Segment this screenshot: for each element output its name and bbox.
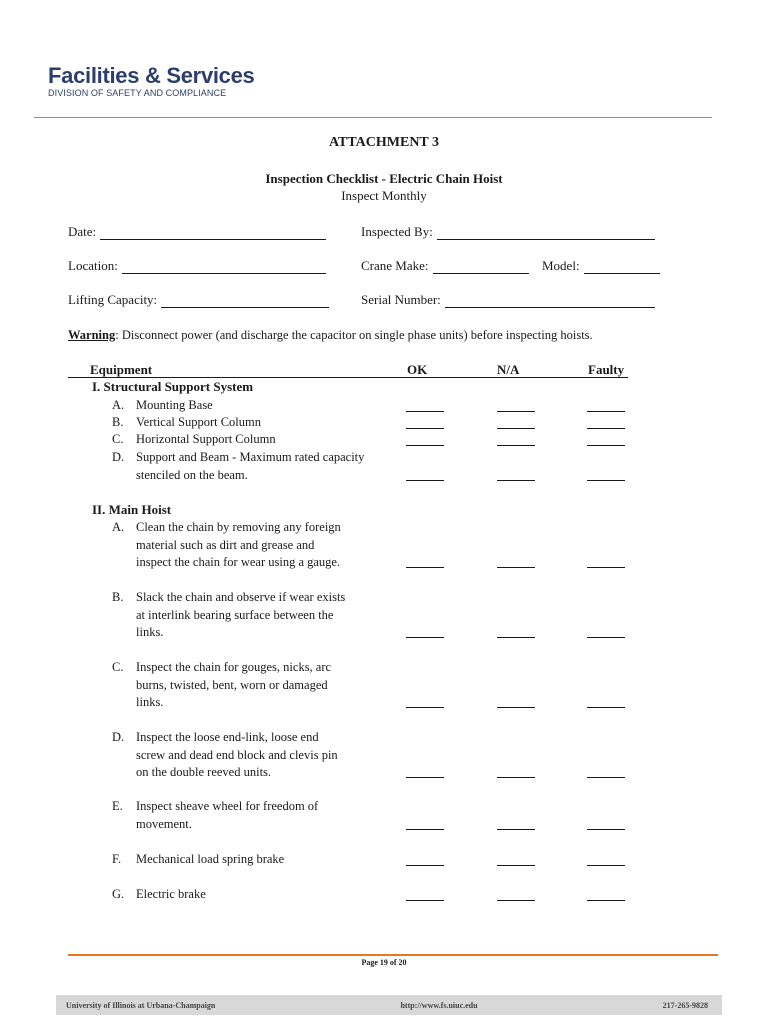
faulty-checkbox[interactable] <box>587 637 625 638</box>
footer-phone: 217-265-9828 <box>662 1000 708 1010</box>
na-checkbox[interactable] <box>497 829 535 830</box>
item-letter: D. <box>112 450 125 464</box>
item-letter: B. <box>112 415 124 429</box>
model-label: Model: <box>542 258 580 273</box>
na-checkbox[interactable] <box>497 567 535 568</box>
column-equipment: Equipment <box>90 362 153 377</box>
serial-number-blank[interactable] <box>445 296 655 308</box>
document-title: Inspection Checklist - Electric Chain Hoist <box>265 171 503 186</box>
item-text: Mechanical load spring brake <box>136 852 285 866</box>
item-text: Inspect sheave wheel for freedom of movement. <box>136 799 319 831</box>
item-text: Support and Beam - Maximum rated capacity stenciled on the beam. <box>136 450 365 482</box>
page-number: Page 19 of 20 <box>361 958 407 967</box>
footer-university: University of Illinois at Urbana-Champaign <box>66 1000 216 1010</box>
ok-checkbox[interactable] <box>406 865 444 866</box>
inspection-frequency: Inspect Monthly <box>341 188 427 203</box>
item-letter: C. <box>112 432 124 446</box>
org-division: DIVISION OF SAFETY AND COMPLIANCE <box>48 88 227 98</box>
header-underline <box>68 377 628 378</box>
item-text: Mounting Base <box>136 398 213 412</box>
location-blank[interactable] <box>122 262 326 274</box>
item-text: Inspect the loose end-link, loose end screw and dead end block and clevis pin on the double reeved units. <box>136 730 338 779</box>
item-letter: D. <box>112 730 125 744</box>
item-text: Horizontal Support Column <box>136 432 276 446</box>
ok-checkbox[interactable] <box>406 567 444 568</box>
faulty-checkbox[interactable] <box>587 900 625 901</box>
crane-make-label: Crane Make: <box>361 258 429 273</box>
warning-text: : Disconnect power (and discharge the capacitor on single phase units) before inspecting hoists. <box>115 328 593 342</box>
crane-make-blank[interactable] <box>433 262 529 274</box>
inspected-by-label: Inspected By: <box>361 224 433 239</box>
faulty-checkbox[interactable] <box>587 707 625 708</box>
ok-checkbox[interactable] <box>406 707 444 708</box>
na-checkbox[interactable] <box>497 445 535 446</box>
footer-divider <box>68 954 718 956</box>
column-na: N/A <box>497 362 520 377</box>
item-letter: C. <box>112 660 124 674</box>
faulty-checkbox[interactable] <box>587 411 625 412</box>
ok-checkbox[interactable] <box>406 428 444 429</box>
lifting-capacity-label: Lifting Capacity: <box>68 292 158 307</box>
attachment-heading: ATTACHMENT 3 <box>328 135 440 150</box>
ok-checkbox[interactable] <box>406 411 444 412</box>
faulty-checkbox[interactable] <box>587 865 625 866</box>
item-text: Slack the chain and observe if wear exists at interlink bearing surface between the links. <box>136 590 346 639</box>
na-checkbox[interactable] <box>497 777 535 778</box>
item-text: Electric brake <box>136 887 206 901</box>
serial-number-field[interactable] <box>361 292 655 308</box>
date-label: Date: <box>68 224 97 239</box>
column-ok: OK <box>407 362 428 377</box>
footer-website-link[interactable]: http://www.fs.uiuc.edu <box>400 1000 478 1010</box>
faulty-checkbox[interactable] <box>587 829 625 830</box>
lifting-capacity-field[interactable] <box>68 292 329 308</box>
header-divider <box>34 117 712 118</box>
item-letter: F. <box>112 852 122 866</box>
na-checkbox[interactable] <box>497 428 535 429</box>
crane-make-field[interactable] <box>361 258 529 274</box>
lifting-capacity-blank[interactable] <box>161 296 329 308</box>
model-field[interactable] <box>542 258 660 274</box>
inspected-by-blank[interactable] <box>437 228 655 240</box>
ok-checkbox[interactable] <box>406 445 444 446</box>
faulty-checkbox[interactable] <box>587 777 625 778</box>
item-letter: A. <box>112 520 125 534</box>
na-checkbox[interactable] <box>497 900 535 901</box>
date-blank[interactable] <box>100 228 326 240</box>
org-name: Facilities & Services <box>48 63 255 88</box>
ok-checkbox[interactable] <box>406 829 444 830</box>
location-field[interactable] <box>68 258 326 274</box>
na-checkbox[interactable] <box>497 865 535 866</box>
na-checkbox[interactable] <box>497 411 535 412</box>
location-label: Location: <box>68 258 118 273</box>
ok-checkbox[interactable] <box>406 777 444 778</box>
footer-bar <box>56 995 722 1015</box>
inspected-by-field[interactable] <box>361 224 655 240</box>
item-text: Inspect the chain for gouges, nicks, arc burns, twisted, bent, worn or damaged links. <box>136 660 332 709</box>
faulty-checkbox[interactable] <box>587 480 625 481</box>
warning-note <box>68 328 593 343</box>
section-title: II. Main Hoist <box>92 502 172 517</box>
warning-label: Warning <box>68 328 116 342</box>
faulty-checkbox[interactable] <box>587 428 625 429</box>
na-checkbox[interactable] <box>497 707 535 708</box>
item-letter: B. <box>112 590 124 604</box>
section-title: I. Structural Support System <box>92 379 254 394</box>
item-letter: E. <box>112 799 123 813</box>
serial-number-label: Serial Number: <box>361 292 441 307</box>
column-faulty: Faulty <box>588 362 625 377</box>
ok-checkbox[interactable] <box>406 900 444 901</box>
faulty-checkbox[interactable] <box>587 567 625 568</box>
item-letter: A. <box>112 398 125 412</box>
ok-checkbox[interactable] <box>406 480 444 481</box>
model-blank[interactable] <box>584 262 660 274</box>
item-letter: G. <box>112 887 125 901</box>
na-checkbox[interactable] <box>497 637 535 638</box>
date-field[interactable] <box>68 224 326 240</box>
faulty-checkbox[interactable] <box>587 445 625 446</box>
item-text: Clean the chain by removing any foreign material such as dirt and grease and inspect the chain for wear using a gauge. <box>136 520 341 569</box>
na-checkbox[interactable] <box>497 480 535 481</box>
organization-logo <box>48 64 255 98</box>
item-text: Vertical Support Column <box>136 415 261 429</box>
ok-checkbox[interactable] <box>406 637 444 638</box>
